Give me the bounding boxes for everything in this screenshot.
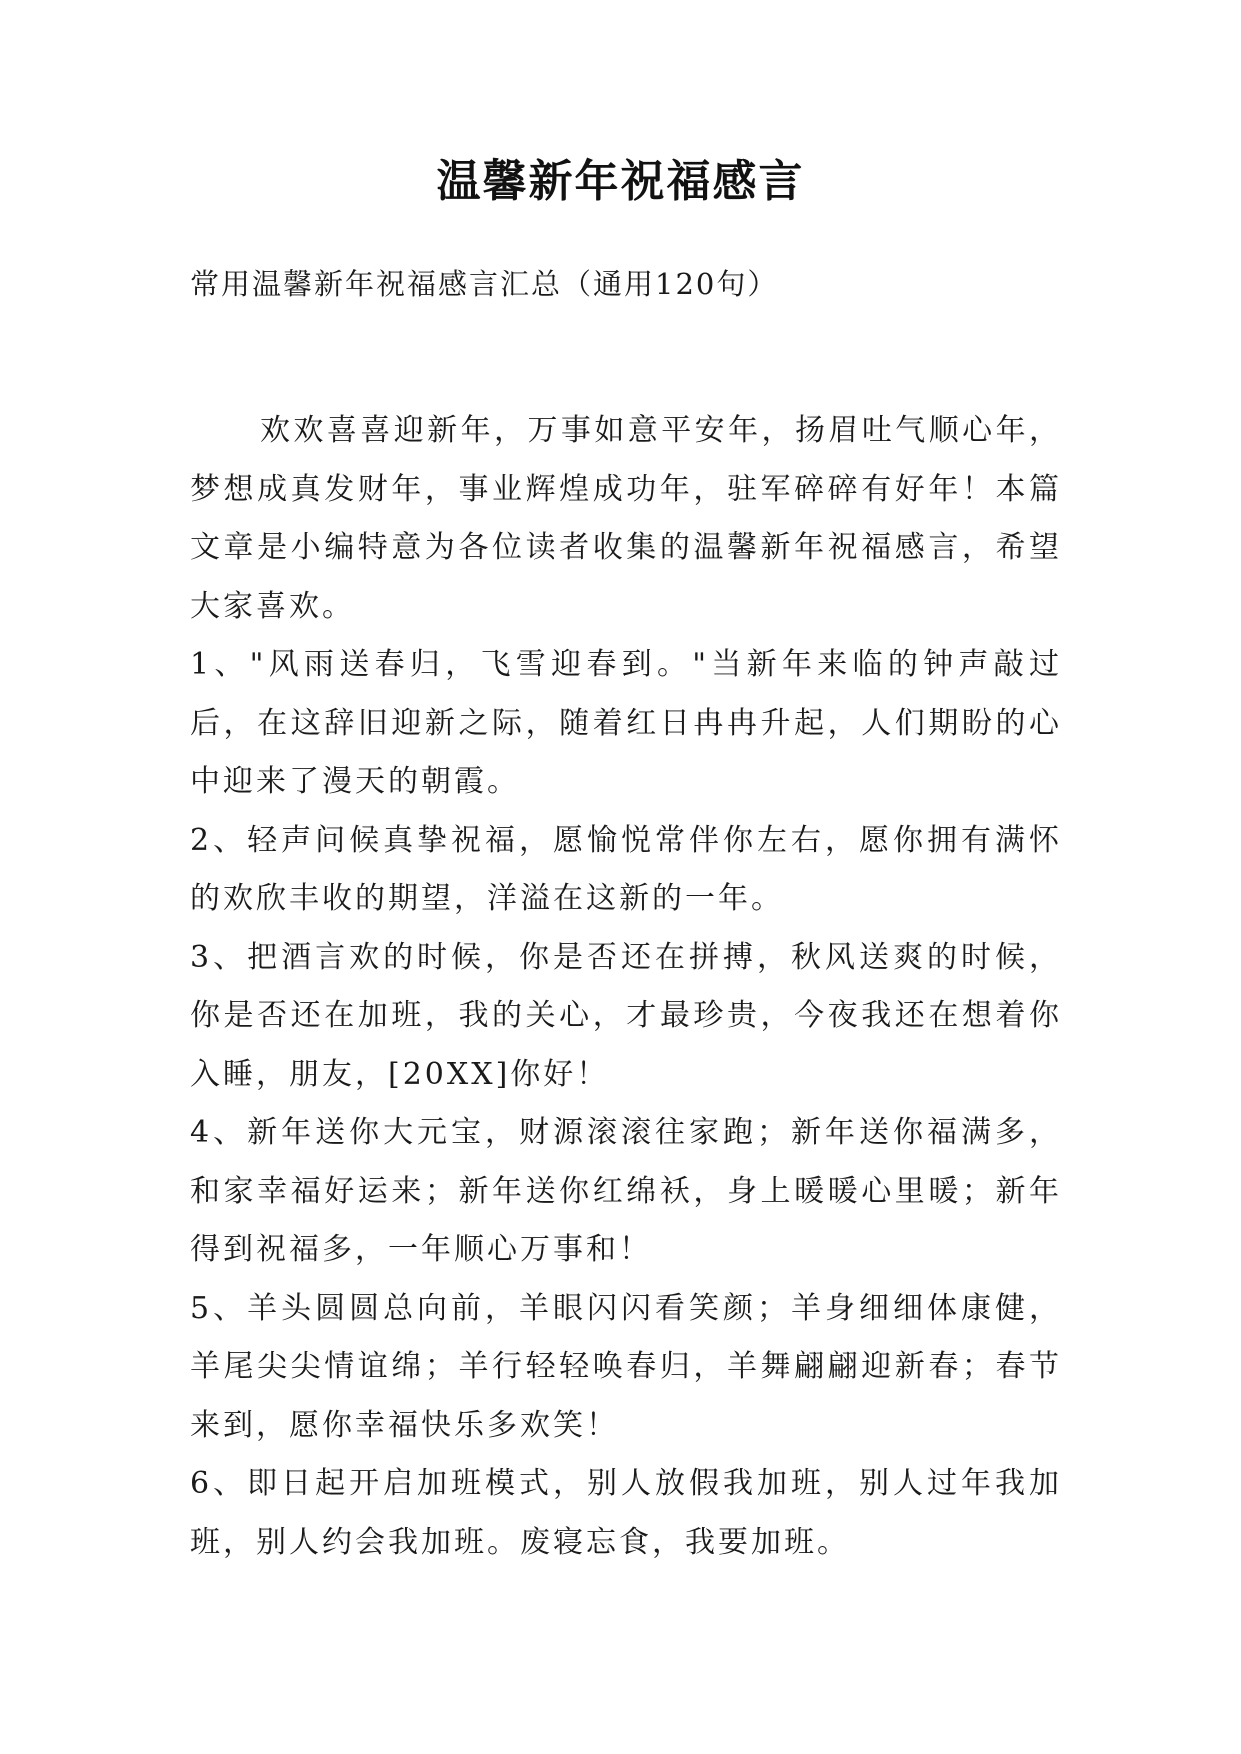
document-body [190,402,1062,1572]
document-title: 温馨新年祝福感言 [436,156,805,207]
intro-paragraph: 欢欢喜喜迎新年，万事如意平安年，扬眉吐气顺心年，梦想成真发财年，事业辉煌成功年，驻军碎碎有好年！本篇文章是小编特意为各位读者收集的温馨新年祝福感言，希望大家喜欢。 [190,413,1062,624]
list-item: 6、即日起开启加班模式，别人放假我加班，别人过年我加班，别人约会我加班。废寝忘食，我要加班。 [190,1466,1062,1560]
list-item: 2、轻声问候真挚祝福，愿愉悦常伴你左右，愿你拥有满怀的欢欣丰收的期望，洋溢在这新的一年。 [190,822,1062,916]
list-item: 3、把酒言欢的时候，你是否还在拼搏，秋风送爽的时候，你是否还在加班，我的关心，才最珍贵，今夜我还在想着你入睡，朋友，[20XX]你好！ [190,939,1062,1092]
document-subtitle: 常用温馨新年祝福感言汇总（通用120句） [190,267,779,301]
list-item: 4、新年送你大元宝，财源滚滚往家跑；新年送你福满多，和家幸福好运来；新年送你红绵袄，身上暖暖心里暖；新年得到祝福多，一年顺心万事和！ [190,1115,1062,1267]
list-item: 5、羊头圆圆总向前，羊眼闪闪看笑颜；羊身细细体康健，羊尾尖尖情谊绵；羊行轻轻唤春归，羊舞翩翩迎新春；春节来到，愿你幸福快乐多欢笑！ [190,1290,1062,1443]
list-item: 1、"风雨送春归，飞雪迎春到。"当新年来临的钟声敲过后，在这辞旧迎新之际，随着红日冉冉升起，人们期盼的心中迎来了漫天的朝霞。 [190,647,1062,799]
